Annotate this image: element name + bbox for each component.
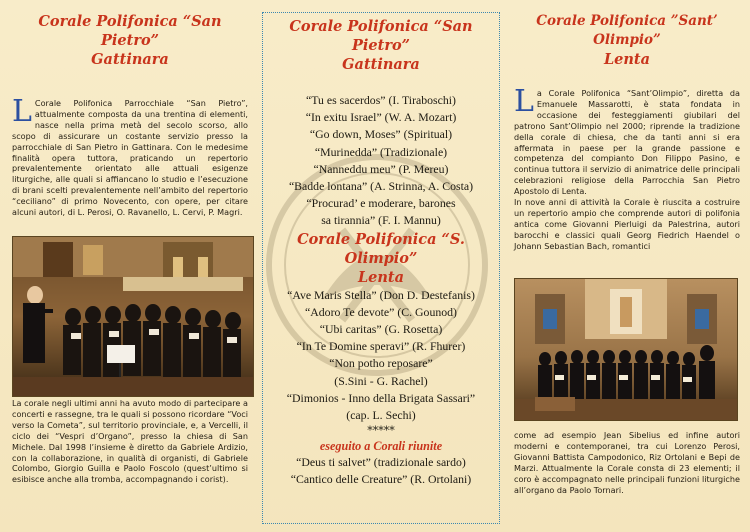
program-item: “Non potho reposare” xyxy=(329,356,433,371)
left-dropcap: L xyxy=(12,94,32,129)
program-item: “Dimonios - Inno della Brigata Sassari” xyxy=(286,390,476,405)
program-item: (S.Sini - G. Rachel) xyxy=(334,373,428,388)
right-intro-text: a Corale Polifonica “Sant’Olimpio”, diretta da Emanuele Massarotti, è stata fondata in occasione dei festeggiamenti giubilari del patrono Sant’Olimpio nel 2000; riprende la tradizione della corale di chiesa, che da tanti anni si era affermata in paese per la grande passione e competenza del compianto Don Filippo Pasino, e continua tuttora il servizio di animatrice delle principali celebrazioni religiose della Parrocchia San Pietro Apostolo di Lenta. xyxy=(514,88,740,197)
program-item: “Go down, Moses” (Spiritual) xyxy=(309,127,453,142)
program-item: “Nanneddu meu” (P. Mereu) xyxy=(313,161,449,176)
left-intro-paragraph xyxy=(12,94,248,218)
program-s-olimpio xyxy=(269,287,493,425)
gattinara-choir-photo xyxy=(12,236,254,397)
lenta-choir-photo xyxy=(514,278,738,421)
left-outro-paragraph: La corale negli ultimi anni ha avuto modo di partecipare a concerti e rassegne, tra le quali si possono ricordare “Voci verso la Cometa”, sul territorio provinciale, e, a Vercelli, il ciclo dei “Vespri d’Organo”, presso la chiesa di San Michele. Dal 1998 l’insieme è diretto da Gabriele Ardizio, con la collaborazione, in qualità di organisti, di Gabriele Colombo, Giorgio Guilla e Paolo Foscolo (quest’ultimo si esibisce anche alla tromba, accompagnando i corist). xyxy=(12,398,248,485)
program-item: “Tu es sacerdos” (I. Tiraboschi) xyxy=(306,93,456,107)
program-item: “Murinedda” (Tradizionale) xyxy=(314,144,448,159)
program-item: “Cantico delle Creature” (R. Ortolani) xyxy=(290,472,472,487)
combined-choirs-heading: eseguito a Corali riunite xyxy=(319,439,443,454)
right-title: Corale Polifonica ”Sant’ Olimpio” xyxy=(536,13,718,48)
mid-subtitle-lenta: Lenta xyxy=(357,268,405,286)
program-item: “In exitu Israel” (W. A. Mozart) xyxy=(305,110,457,125)
program-san-pietro xyxy=(269,92,493,230)
program-item: “In Te Domine speravi” (R. Fhurer) xyxy=(296,339,466,354)
right-intro-paragraph xyxy=(514,84,740,197)
right-subtitle: Lenta xyxy=(603,51,651,68)
program-item: “Ave Maris Stella” (Don D. Destefanis) xyxy=(287,287,475,302)
left-subtitle: Gattinara xyxy=(91,51,169,68)
left-title: Corale Polifonica “San Pietro” xyxy=(38,13,222,49)
stars-divider: ***** xyxy=(367,424,395,438)
program-item: sa tirannia” (F. I. Mannu) xyxy=(321,213,441,228)
program-item: “Badde lontana” (A. Strinna, A. Costa) xyxy=(288,179,474,194)
mid-title-san-pietro: Corale Polifonica “San Pietro” xyxy=(289,18,473,54)
program-item: “Ubi caritas” (G. Rosetta) xyxy=(319,322,443,337)
program-item: (cap. L. Sechi) xyxy=(346,408,416,423)
program-item: “Procurad’ e moderare, barones xyxy=(306,196,456,211)
program-item: “Deus ti salvet” (tradizionale sardo) xyxy=(296,455,466,470)
mid-subtitle-gattinara: Gattinara xyxy=(342,56,420,73)
right-outro-paragraph: come ad esempio Jean Sibelius ed infine autori moderni e contemporanei, tra cui Lorenzo Perosi, Giovanni Battista Campodonico, Riz Ortolani e Bepi de Marzi. Attualmente la Corale consta di 23 elementi; il coro è accompagnato nelle principali funzioni liturgiche all’organo da Paolo Tornari. xyxy=(514,430,740,495)
left-intro-text: Corale Polifonica Parrocchiale “San Pietro”, attualmente composta da una trentina di elementi, nasce nella prima metà del secolo scorso, allo scopo di assicurare un costante servizio presso la parrocchiale di San Pietro in Gattinara. Con le medesime finalità opera tuttora, praticando un repertorio prevalentemente orientato alle attuali esigenze liturgiche, alle quali si affiancano lo studio e l’esecuzione di brani scelti prevalentemente nell’ambito del repertorio “ceciliano” di primo Novecento, con opere, per citare alcuni autori, di L. Perosi, O. Ravanello, L. Cervi, P. Magri. xyxy=(12,98,248,218)
right-para2: In nove anni di attività la Corale è riuscita a costruire un repertorio ampio che comprende autori di polifonia antica come Giovanni Pierluigi da Palestrina, autori barocchi e classici quali Georg Fiedrich Haendel o Johann Sebastian Bach, romantici xyxy=(514,197,740,251)
right-dropcap: L xyxy=(514,84,534,119)
program-combined xyxy=(269,454,493,488)
mid-title-s-olimpio: Corale Polifonica “S. Olimpio” xyxy=(297,230,465,267)
middle-column xyxy=(262,12,500,524)
program-item: “Adoro Te devote” (C. Gounod) xyxy=(305,304,457,319)
